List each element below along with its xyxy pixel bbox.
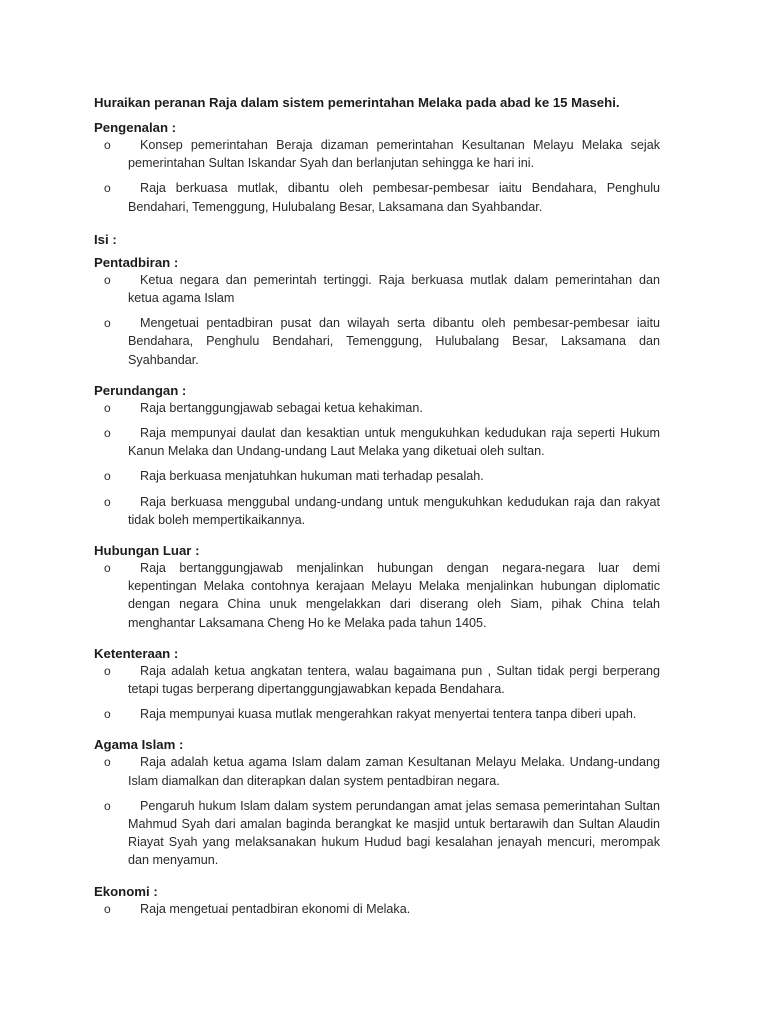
section-pentadbiran: [94, 255, 660, 369]
list-item: [94, 314, 660, 369]
list-item-text: Pengaruh hukum Islam dalam system perundangan amat jelas semasa pemerintahan Sultan Mahmud Syah dari amalan baginda berangkat ke masjid untuk bertarawih dan Sultan Alaudin Riayat Syah yang melaksanakan hukum Hudud bagi kesalahan jenayah mencuri, merompak dan menyamun.: [128, 798, 660, 868]
list-item: [94, 271, 660, 307]
section-hubungan-luar: [94, 543, 660, 632]
section-heading-hubungan-luar: Hubungan Luar :: [94, 543, 200, 559]
bullet-list-ekonomi: [94, 900, 660, 918]
list-item-text: Raja berkuasa menjatuhkan hukuman mati terhadap pesalah.: [140, 469, 484, 484]
list-item: [94, 467, 660, 485]
bullet-icon: o: [104, 561, 111, 576]
list-item: [94, 424, 660, 460]
list-item-text: Raja berkuasa mutlak, dibantu oleh pembesar-pembesar iaitu Bendahara, Penghulu Bendahari, Temenggung, Hulubalang Besar, Laksamana dan Syahbandar.: [128, 181, 660, 214]
list-item: [94, 662, 660, 698]
section-heading-pengenalan: Pengenalan :: [94, 120, 177, 135]
list-item: [94, 493, 660, 529]
list-item: [94, 559, 660, 632]
bullet-list-pengenalan: [94, 136, 660, 216]
list-item-text: Raja mempunyai daulat dan kesaktian untuk mengukuhkan kedudukan raja seperti Hukum Kanun Melaka dan Undang-undang Laut Melaka yang diketuai oleh sultan.: [128, 426, 660, 459]
list-item-text: Mengetuai pentadbiran pusat dan wilayah serta dibantu oleh pembesar-pembesar iaitu Bendahara, Penghulu Bendahari, Temenggung, Hulubalang Besar, Laksamana dan Syahbandar.: [128, 316, 660, 367]
list-item-text: Raja mengetuai pentadbiran ekonomi di Melaka.: [140, 901, 411, 916]
bullet-icon: o: [104, 400, 111, 415]
bullet-icon: o: [104, 798, 111, 813]
bullet-list-hubungan-luar: [94, 559, 660, 632]
section-heading-ekonomi: Ekonomi :: [94, 883, 158, 899]
bullet-icon: o: [104, 316, 111, 331]
list-item-text: Raja mempunyai kuasa mutlak mengerahkan rakyat menyertai tentera tanpa diberi upah.: [140, 707, 637, 722]
document-title: Huraikan peranan Raja dalam sistem pemerintahan Melaka pada abad ke 15 Masehi.: [94, 95, 620, 110]
list-item: [94, 797, 660, 870]
section-ketenteraan: [94, 646, 660, 724]
bullet-list-agama-islam: [94, 753, 660, 869]
bullet-icon: o: [104, 755, 111, 770]
list-item-text: Raja adalah ketua agama Islam dalam zaman Kesultanan Melayu Melaka. Undang-undang Islam diamalkan dan diterapkan dalan system pentadbiran negara.: [128, 755, 660, 788]
section-ekonomi: [94, 884, 660, 918]
bullet-list-perundangan: [94, 399, 660, 529]
section-agama-islam: [94, 737, 660, 869]
section-heading-isi: Isi :: [94, 231, 117, 247]
bullet-icon: o: [104, 707, 111, 722]
list-item-text: Raja berkuasa menggubal undang-undang untuk mengukuhkan kedudukan raja dan rakyat tidak boleh mempertikaikannya.: [128, 494, 660, 527]
bullet-icon: o: [104, 469, 111, 484]
section-pengenalan: [94, 120, 660, 216]
section-heading-perundangan: Perundangan :: [94, 382, 187, 398]
list-item-text: Konsep pemerintahan Beraja dizaman pemerintahan Kesultanan Melayu Melaka sejak pemerintahan Sultan Iskandar Syah dan berlanjutan sehingga ke hari ini.: [128, 138, 660, 171]
list-item: [94, 399, 660, 417]
bullet-icon: o: [104, 272, 111, 287]
section-perundangan: [94, 383, 660, 529]
bullet-list-ketenteraan: [94, 662, 660, 724]
list-item: [94, 900, 660, 918]
bullet-icon: o: [104, 181, 111, 196]
list-item-text: Raja bertanggungjawab sebagai ketua kehakiman.: [140, 400, 423, 415]
list-item-text: Raja adalah ketua angkatan tentera, walau bagaimana pun , Sultan tidak pergi berperang tetapi tugas berperang dipertanggungjawabkan kepada Bendahara.: [128, 663, 660, 697]
section-heading-pentadbiran: Pentadbiran :: [94, 254, 179, 270]
list-item: [94, 136, 660, 172]
list-item-text: Ketua negara dan pemerintah tertinggi. Raja berkuasa mutlak dalam pemerintahan dan ketua agama Islam: [128, 272, 660, 306]
bullet-icon: o: [104, 138, 111, 152]
bullet-icon: o: [104, 494, 111, 509]
section-heading-ketenteraan: Ketenteraan :: [94, 645, 179, 661]
bullet-icon: o: [104, 426, 111, 441]
bullet-icon: o: [104, 663, 111, 678]
list-item: [94, 753, 660, 789]
list-item: [94, 705, 660, 723]
section-heading-agama-islam: Agama Islam :: [94, 737, 184, 753]
list-item: [94, 179, 660, 215]
list-item-text: Raja bertanggungjawab menjalinkan hubungan dengan negara-negara luar demi kepentingan Melaka contohnya kerajaan Melayu Melaka menjalinkan hubungan diplomatic dengan negara China unuk mengelakkan dari diserang oleh Siam, pihak China telah menghantar Laksamana Cheng Ho ke Melaka pada tahun 1405.: [128, 561, 660, 630]
bullet-icon: o: [104, 901, 111, 916]
bullet-list-pentadbiran: [94, 271, 660, 369]
